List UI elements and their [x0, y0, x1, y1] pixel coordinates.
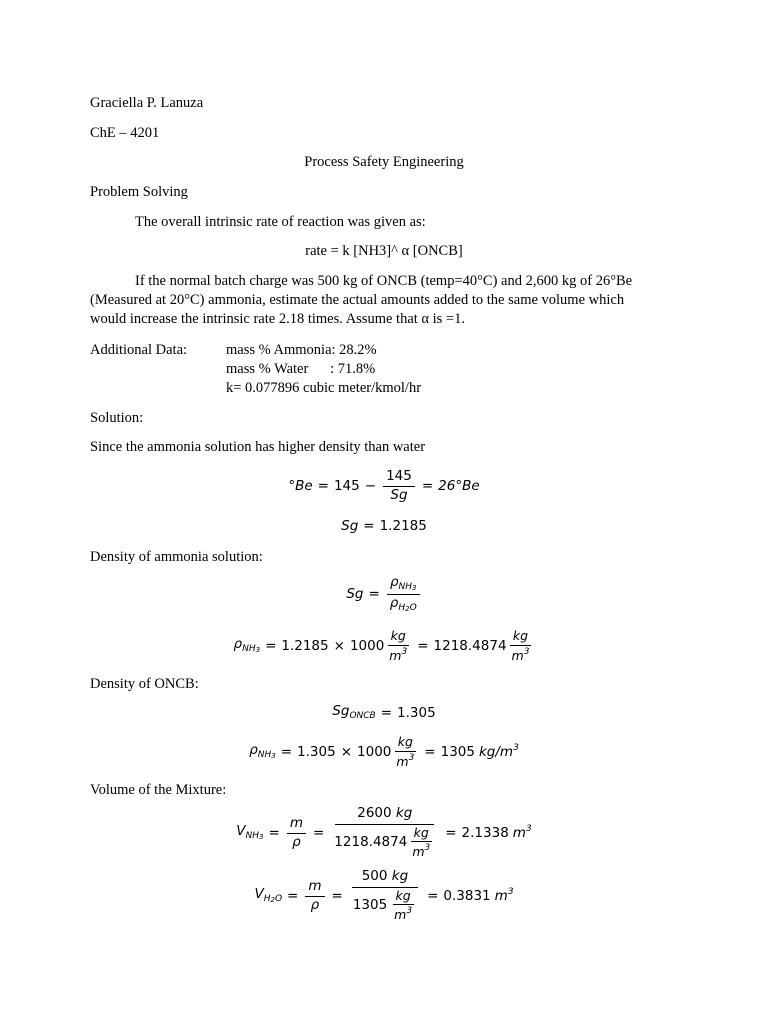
- additional-data-label: Additional Data:: [90, 342, 188, 358]
- rate-equation: rate = k [NH3]^ α [ONCB]: [305, 243, 463, 259]
- problem-statement: [90, 272, 650, 329]
- density-ammonia-heading: Density of ammonia solution:: [90, 549, 263, 565]
- ammonia-volume-calc: $V_{NH_3}$ = $\frac{m}{\rho}$ = 2600 kg 1218.4874 $\frac{kg}{m^3}$ = 2.1338 $m^3$: [236, 805, 532, 860]
- oncb-specific-gravity: $Sg_{ONCB}$ = 1.305: [332, 703, 436, 722]
- baume-fraction: $\frac{145}{Sg}$: [383, 469, 415, 503]
- oncb-density-calc: $\rho_{NH_3}$ = 1.305 × 1000 $\frac{kg}{m^3}$ = 1305 $kg/m^3$: [249, 734, 519, 769]
- problem-statement-line-3: would increase the intrinsic rate 2.18 times. Assume that α is =1.: [90, 311, 465, 327]
- baume-equation: °Be = 145 − $\frac{145}{Sg}$ = 26°Be: [288, 467, 480, 503]
- solution-heading: Solution:: [90, 410, 144, 426]
- solution-intro: Since the ammonia solution has higher density than water: [90, 439, 426, 455]
- specific-gravity-result: Sg = 1.2185: [341, 517, 427, 534]
- ammonia-density-calc: $\rho_{NH_3}$ = 1.2185 × 1000 $\frac{kg}{m^3}$ = 1218.4874 $\frac{kg}{m^3}$: [233, 628, 530, 663]
- author-name: Graciella P. Lanuza: [90, 95, 204, 111]
- document-title: Process Safety Engineering: [304, 154, 464, 170]
- volume-heading: Volume of the Mixture:: [90, 782, 227, 798]
- data-water: mass % Water : 71.8%: [226, 361, 376, 377]
- additional-data-list: [226, 341, 421, 398]
- specific-gravity-definition: Sg = $\frac{\rho_{NH_3}}{\rho_{H_2O}}$: [0, 572, 768, 616]
- problem-statement-line-1: If the normal batch charge was 500 kg of ONCB (temp=40°C) and 2,600 kg of 26°Be: [135, 273, 633, 289]
- intro-text: The overall intrinsic rate of reaction was given as:: [135, 214, 426, 230]
- data-rate-constant: k= 0.077896 cubic meter/kmol/hr: [226, 380, 422, 396]
- section-heading: Problem Solving: [90, 184, 188, 200]
- problem-statement-line-2: (Measured at 20°C) ammonia, estimate the actual amounts added to the same volume which: [90, 292, 625, 308]
- water-volume-calc: $V_{H_2O}$ = $\frac{m}{\rho}$ = 500 kg 1305 $\frac{kg}{m^3}$ = 0.3831 $m^3$: [254, 868, 514, 923]
- course-code: ChE – 4201: [90, 125, 160, 141]
- density-oncb-heading: Density of ONCB:: [90, 676, 199, 692]
- data-ammonia: mass % Ammonia: 28.2%: [226, 342, 377, 358]
